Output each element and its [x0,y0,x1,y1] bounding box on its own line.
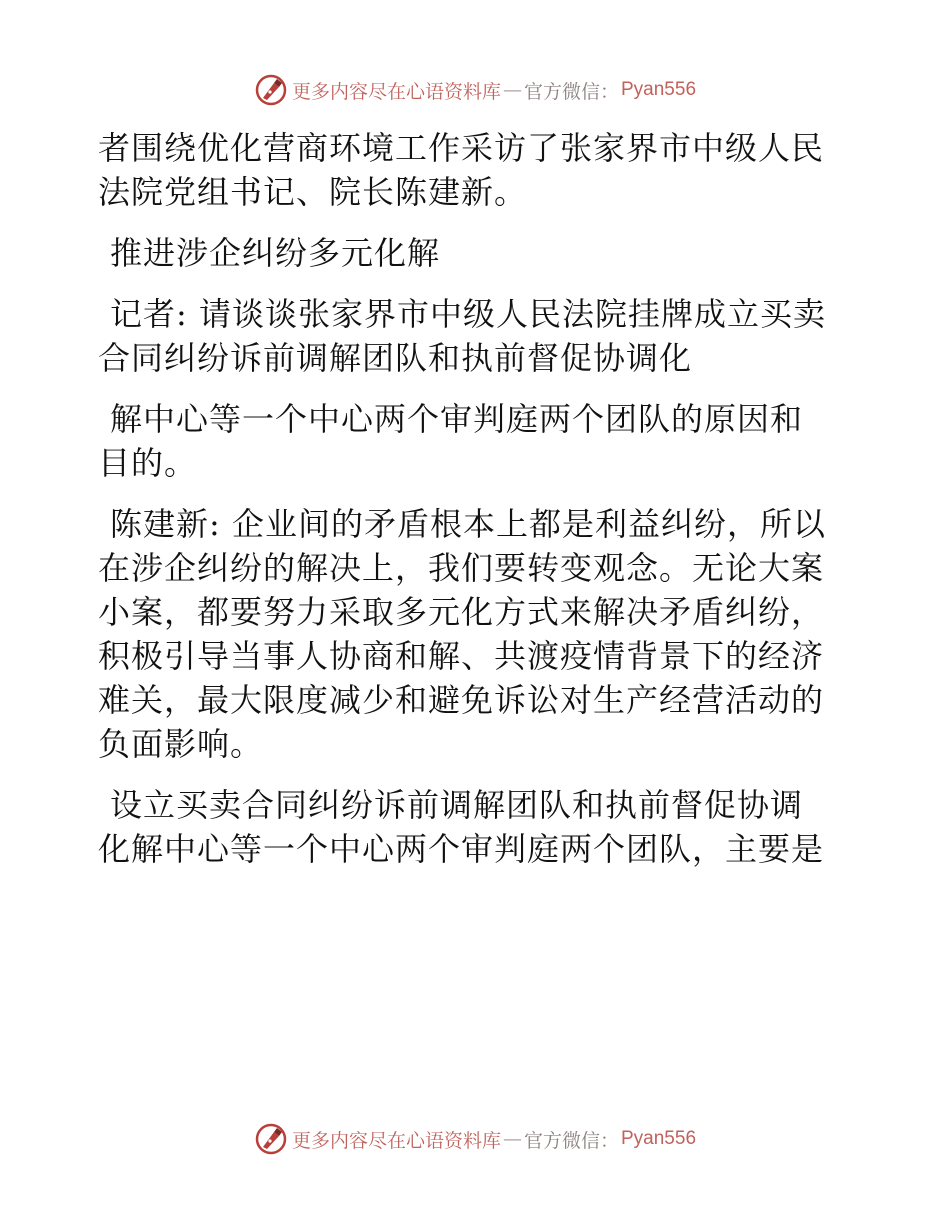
header-watermark [0,70,950,110]
watermark-dash: — [502,79,522,101]
text-line: 合同纠纷诉前调解团队和执前督促协调化 [98,339,693,377]
watermark-wechat-id: Pyan556 [621,1128,697,1149]
text-line: 目的。 [98,444,198,482]
text-line: 难关，最大限度减少和避免诉讼对生产经营活动的 [98,681,825,719]
paragraph-intro [98,126,850,214]
text-line: 负面影响。 [98,725,264,763]
watermark-official-label: 官方微信： [523,80,619,103]
watermark-official-label: 官方微信： [523,1129,619,1152]
footer-watermark [0,1119,950,1159]
text-line: 在涉企纠纷的解决上，我们要转变观念。无论大案 [98,549,825,587]
text-line: 法院党组书记、院长陈建新。 [98,173,528,211]
document-body [98,126,850,888]
paragraph-answer [98,502,850,766]
watermark-slogan: 更多内容尽在心语资料库 [291,1129,501,1152]
text-line: 记者: 请谈谈张家界市中级人民法院挂牌成立买卖 [110,295,826,333]
section-heading [98,231,850,275]
watermark-wechat-id: Pyan556 [621,79,697,100]
paragraph-question [98,292,850,380]
watermark-dash: — [502,1128,522,1150]
text-line: 陈建新: 企业间的矛盾根本上都是利益纠纷，所以 [110,505,826,543]
heading-line: 推进涉企纠纷多元化解 [110,234,441,272]
text-line: 解中心等一个中心两个审判庭两个团队的原因和 [110,400,804,438]
paragraph-question-cont [98,397,850,485]
pen-nib-logo-icon [254,1122,288,1156]
text-line: 设立买卖合同纠纷诉前调解团队和执前督促协调 [110,786,804,824]
text-line: 者围绕优化营商环境工作采访了张家界市中级人民 [98,129,825,167]
pen-nib-logo-icon [254,73,288,107]
text-line: 积极引导当事人协商和解、共渡疫情背景下的经济 [98,637,825,675]
text-line: 小案，都要努力采取多元化方式来解决矛盾纠纷， [98,593,825,631]
text-line: 化解中心等一个中心两个审判庭两个团队，主要是 [98,830,825,868]
watermark-slogan: 更多内容尽在心语资料库 [291,80,501,103]
paragraph-answer-cont [98,783,850,871]
